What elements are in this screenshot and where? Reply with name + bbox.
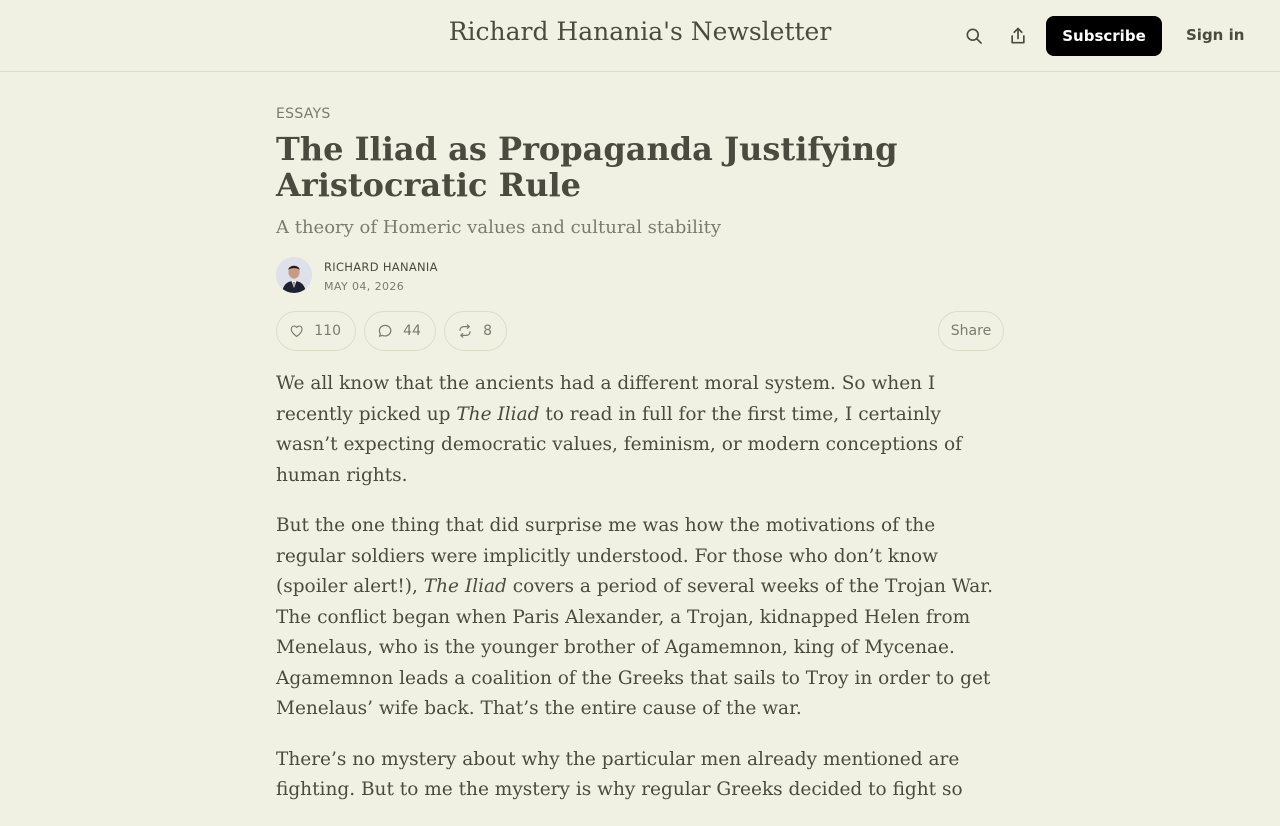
search-icon — [964, 26, 984, 46]
body-paragraph: But the one thing that did surprise me was how the motivations of the regular soldiers were implicitly understood. For those who don’t know (spoiler alert!), The Iliad covers a period of several weeks of the Trojan War. The conflict began when Paris Alexander, a Trojan, kidnapped Helen from Menelaus, who is the younger brother of Agamemnon, king of Mycenae. Agamemnon leads a coalition of the Greeks that sails to Troy in order to get Menelaus’ wife back. That’s the entire cause of the war. — [276, 515, 993, 719]
search-button[interactable] — [960, 22, 988, 50]
comment-button[interactable] — [364, 311, 436, 351]
book-title: The Iliad — [456, 403, 540, 425]
restack-count: 8 — [483, 323, 492, 339]
like-button[interactable] — [276, 311, 356, 351]
post-category[interactable]: ESSAYS — [276, 106, 331, 122]
share-icon — [1008, 26, 1028, 46]
author-avatar[interactable] — [276, 257, 312, 293]
post-body — [276, 369, 1004, 806]
avatar-portrait-icon — [276, 257, 312, 293]
sign-in-link[interactable]: Sign in — [1186, 26, 1245, 44]
article — [276, 72, 1004, 826]
site-title[interactable]: Richard Hanania's Newsletter — [448, 17, 832, 46]
byline — [276, 257, 1004, 295]
comment-icon — [377, 320, 393, 342]
book-title: The Iliad — [423, 576, 507, 597]
subscribe-button[interactable]: Subscribe — [1046, 16, 1162, 56]
share-page-button[interactable] — [1004, 22, 1032, 50]
restack-icon — [457, 320, 473, 342]
author-name[interactable]: RICHARD HANANIA — [324, 260, 438, 274]
top-bar — [0, 0, 1280, 72]
heart-icon — [289, 320, 304, 342]
post-title: The Iliad as Propaganda Justifying Aristocratic Rule — [276, 130, 898, 204]
comment-count: 44 — [403, 323, 421, 339]
post-date: MAY 04, 2026 — [324, 280, 405, 293]
body-paragraph: There’s no mystery about why the particular men already mentioned are fighting. But to me the mystery is why regular Greeks decided to fight so — [276, 748, 963, 800]
restack-button[interactable] — [444, 311, 507, 351]
post-actions — [276, 311, 1004, 351]
like-count: 110 — [314, 323, 341, 339]
post-subtitle: A theory of Homeric values and cultural stability — [276, 217, 722, 238]
share-button[interactable]: Share — [938, 311, 1004, 351]
body-paragraph: We all know that the ancients had a different moral system. So when I recently picked up The Iliad to read in full for the first time, I certainly wasn’t expecting democratic values, feminism, or modern conceptions of human rights. — [276, 373, 962, 486]
